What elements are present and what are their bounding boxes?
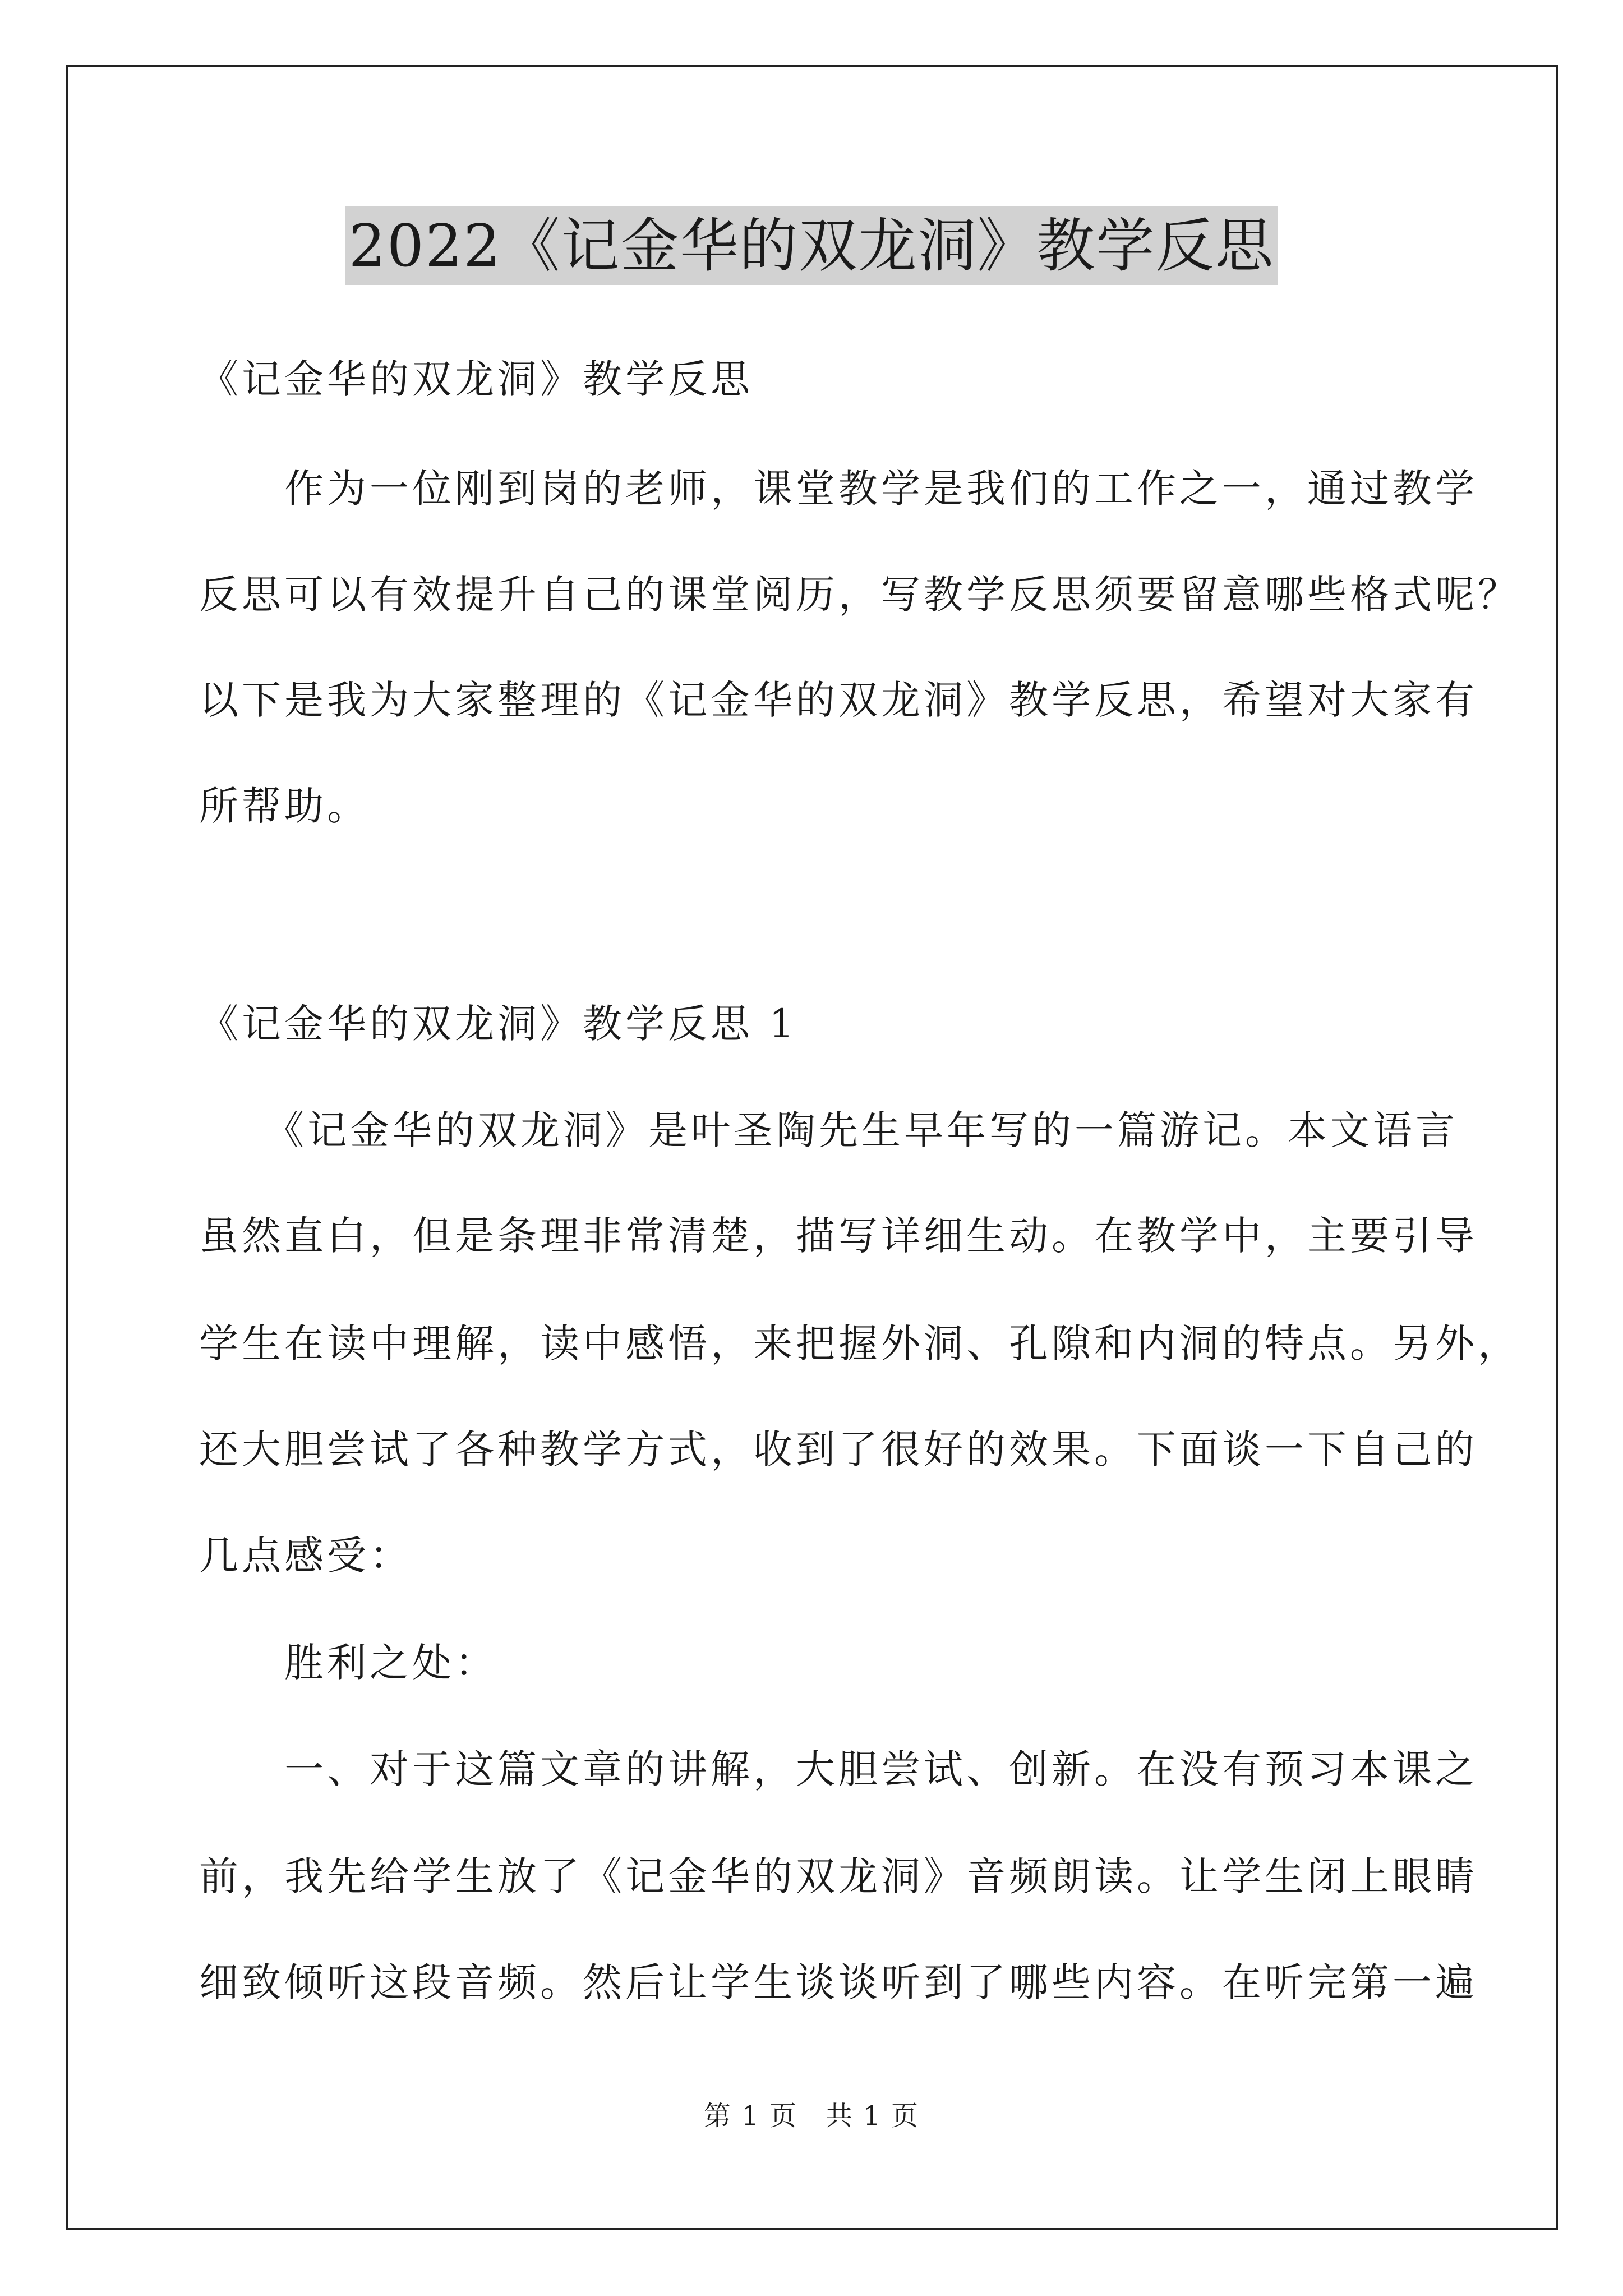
paragraph-line: 作为一位刚到岗的老师，课堂教学是我们的工作之一，通过教学 [199, 466, 1478, 512]
section-heading: 《记金华的双龙洞》教学反思 1 [199, 1001, 797, 1047]
document-title: 2022《记金华的双龙洞》教学反思 [345, 206, 1278, 285]
paragraph-line: 细致倾听这段音频。然后让学生谈谈听到了哪些内容。在听完第一遍 [199, 1959, 1478, 2005]
paragraph-line: 以下是我为大家整理的《记金华的双龙洞》教学反思，希望对大家有 [199, 677, 1478, 723]
paragraph-line: 几点感受： [199, 1533, 412, 1579]
subtitle-line: 《记金华的双龙洞》教学反思 [199, 356, 753, 402]
paragraph-line: 学生在读中理解，读中感悟，来把握外洞、孔隙和内洞的特点。另外， [199, 1320, 1520, 1366]
paragraph-line: 《记金华的双龙洞》是叶圣陶先生早年写的一篇游记。本文语言 [199, 1107, 1458, 1153]
paragraph-line: 前，我先给学生放了《记金华的双龙洞》音频朗读。让学生闭上眼睛 [199, 1853, 1478, 1899]
paragraph-line: 还大胆尝试了各种教学方式，收到了很好的效果。下面谈一下自己的 [199, 1427, 1478, 1473]
title-container [0, 206, 1623, 285]
paragraph-line: 一、对于这篇文章的讲解，大胆尝试、创新。在没有预习本课之 [199, 1746, 1478, 1792]
page-footer: 第 1 页 共 1 页 [703, 2100, 920, 2132]
paragraph-line: 所帮助。 [199, 783, 370, 829]
paragraph-line: 反思可以有效提升自己的课堂阅历，写教学反思须要留意哪些格式呢？ [199, 572, 1520, 618]
paragraph-line: 虽然直白，但是条理非常清楚，描写详细生动。在教学中，主要引导 [199, 1213, 1478, 1259]
paragraph-line: 胜利之处： [199, 1640, 497, 1686]
